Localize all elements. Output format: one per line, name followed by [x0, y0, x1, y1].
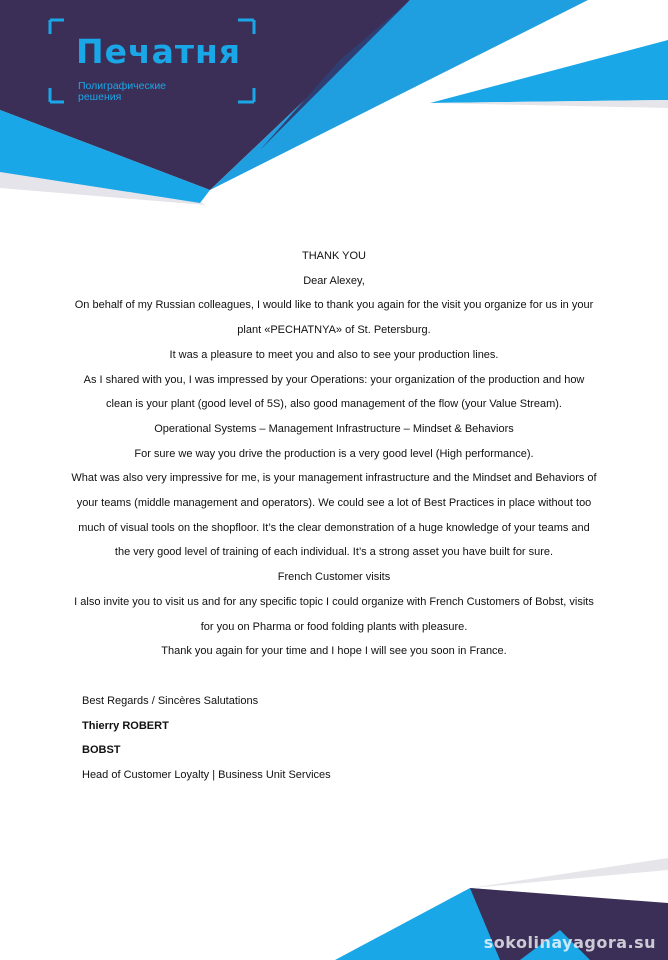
logo-subtitle-line1: Полиграфические — [78, 80, 167, 92]
letter-section-heading: French Customer visits — [277, 571, 391, 584]
letter-paragraph: I also invite you to visit us and for any specific topic I could organize with French Customers of Bobst, visits for you on Pharma or food folding plants with pleasure. — [74, 595, 594, 633]
logo-title: Печатня — [76, 32, 242, 71]
letter-section-heading: Operational Systems – Management Infrastructure – Mindset & Behaviors — [154, 422, 514, 435]
letter-paragraph: On behalf of my Russian colleagues, I would like to thank you again for the visit you organize for us in your plant «PECHATNYA» of St. Petersburg. — [74, 299, 594, 337]
logo-subtitle — [78, 81, 208, 103]
letter-body — [70, 244, 598, 664]
bottom-gray-wedge — [470, 858, 668, 888]
letter-greeting: Dear Alexey, — [303, 274, 365, 287]
letter-paragraph: Thank you again for your time and I hope I will see you soon in France. — [161, 645, 507, 658]
brand-logo — [48, 18, 258, 104]
signature-name: Thierry ROBERT — [82, 719, 169, 732]
signature-position: Head of Customer Loyalty | Business Unit Services — [82, 769, 331, 782]
watermark: sokolinayagora.su — [483, 933, 656, 952]
signature-company: BOBST — [82, 744, 121, 757]
letter-paragraph: For sure we way you drive the production is a very good level (High performance). — [134, 447, 534, 460]
letter-paragraph: As I shared with you, I was impressed by your Operations: your organization of the production and how clean is your plant (good level of 5S), also good management of the flow (your Value Stream). — [83, 373, 585, 411]
signature-closing: Best Regards / Sincères Salutations — [82, 695, 259, 707]
letter-paragraph: What was also very impressive for me, is your management infrastructure and the Mindset and Behaviors of your teams (middle management and operators). We could see a lot of Best Practices in place without too much of visual tools on the shopfloor. It’s the clear demonstration of a huge knowledge of your teams and the very good level of training of each individual. It’s a strong asset you have built for sure. — [71, 472, 597, 559]
letter-heading: THANK YOU — [302, 250, 366, 262]
letter-paragraph: It was a pleasure to meet you and also to see your production lines. — [169, 348, 499, 361]
logo-subtitle-line2: решения — [78, 91, 122, 103]
signature-block — [82, 689, 482, 788]
